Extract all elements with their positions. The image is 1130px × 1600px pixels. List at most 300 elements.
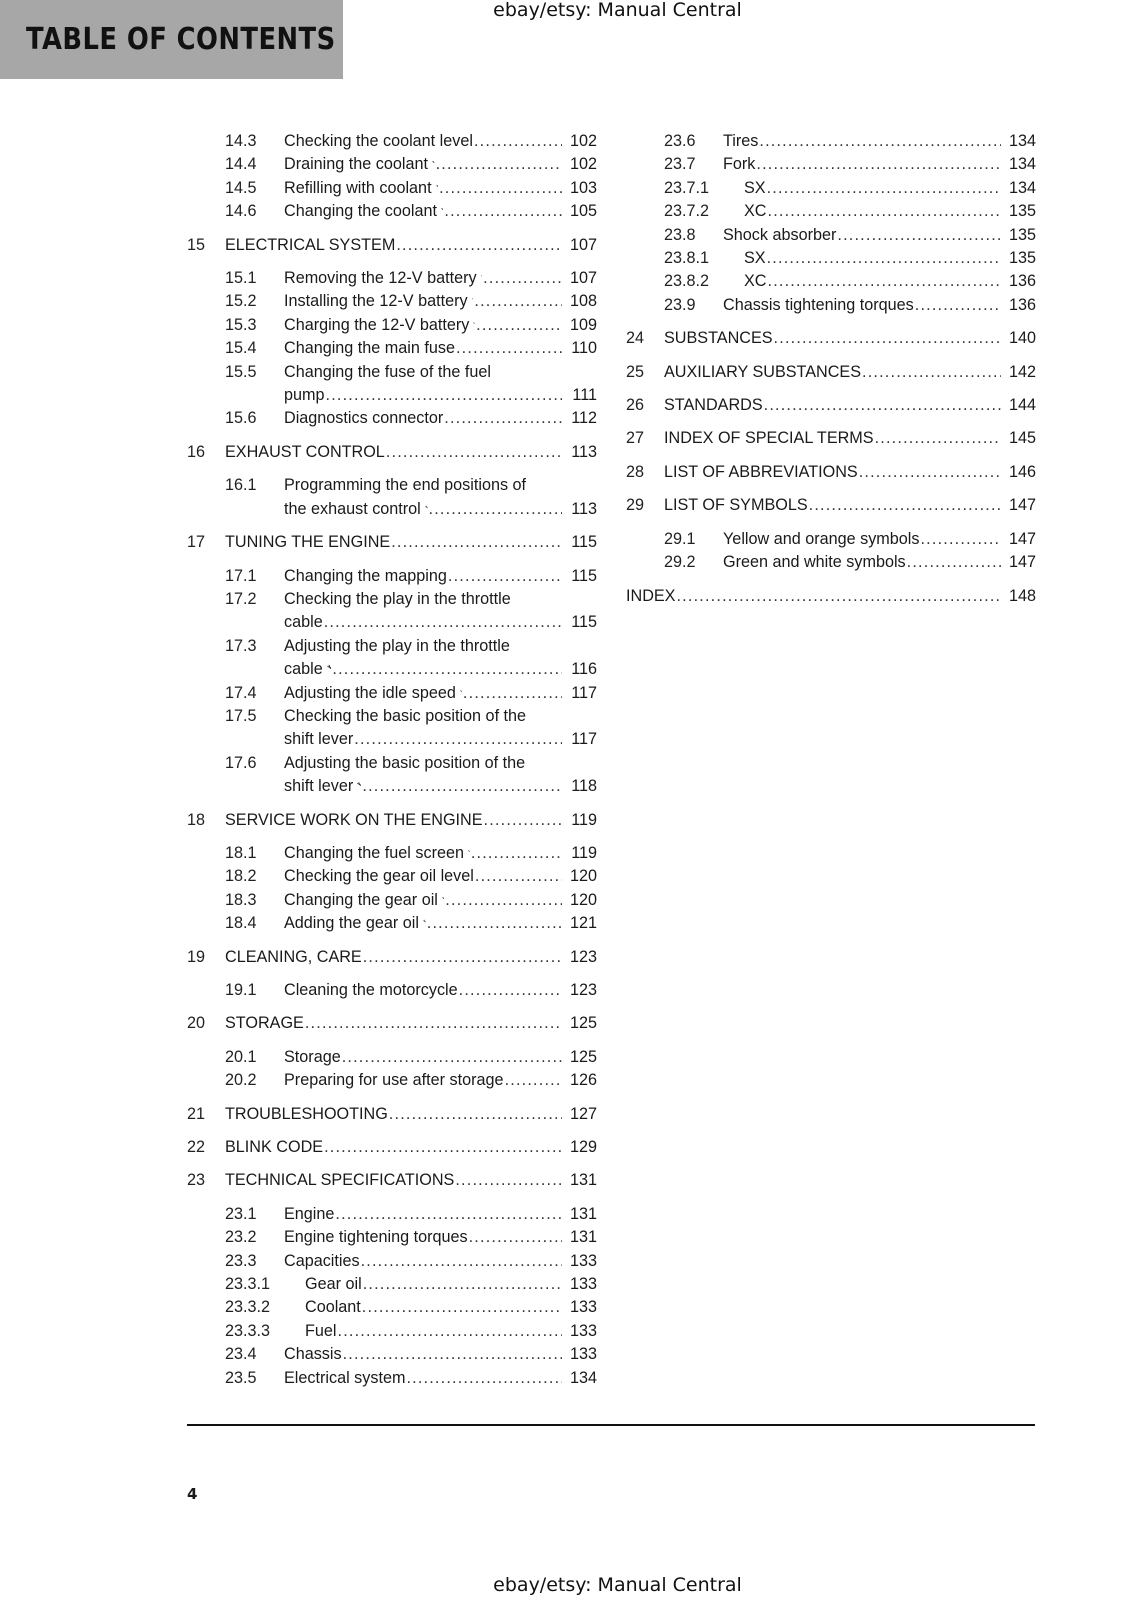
toc-entry-number: 23.5	[225, 1368, 257, 1387]
toc-entry-title: ELECTRICAL SYSTEM	[225, 235, 396, 254]
toc-entry[interactable]	[626, 361, 1036, 384]
toc-entry-number: 23.2	[225, 1228, 257, 1247]
toc-entry-title-wrap	[723, 551, 1004, 574]
dot-leader	[427, 912, 562, 935]
dot-leader	[505, 1069, 562, 1092]
toc-entry-title: Adding the gear oil	[284, 914, 419, 933]
toc-entry-title-wrap	[723, 153, 1004, 176]
toc-entry-title: Checking the gear oil level	[284, 867, 474, 886]
toc-entry-title-wrap	[284, 682, 565, 705]
toc-entry-title-wrap	[284, 588, 565, 635]
toc-entry[interactable]	[187, 1320, 597, 1343]
toc-entry[interactable]	[187, 682, 597, 705]
wrench-icon	[441, 202, 443, 216]
footer-watermark: ebay/etsy: Manual Central	[493, 1574, 742, 1596]
wrench-icon	[481, 269, 483, 283]
dot-leader	[338, 1320, 563, 1343]
toc-entry[interactable]	[187, 588, 597, 635]
wrench-icon	[472, 292, 474, 306]
toc-entry[interactable]	[187, 865, 597, 888]
dot-leader	[396, 234, 562, 257]
toc-entry-number: 15.3	[225, 315, 257, 334]
dot-leader	[474, 290, 562, 313]
toc-entry-number: 23.8.1	[664, 249, 710, 268]
wrench-icon	[425, 500, 428, 514]
toc-entry[interactable]	[187, 1169, 597, 1192]
toc-entry-title: LIST OF SYMBOLS	[664, 496, 808, 515]
toc-entry-page: 113	[571, 442, 597, 461]
toc-entry-page: 136	[1008, 272, 1036, 291]
toc-entry-title-wrap	[225, 441, 565, 464]
toc-entry-number: 18.1	[225, 843, 257, 862]
toc-entry-title-wrap	[664, 394, 1004, 417]
toc-entry[interactable]	[187, 809, 597, 832]
toc-entry-title: SX	[744, 249, 766, 268]
toc-entry-title-continued: pump	[284, 386, 325, 405]
dot-leader	[389, 1103, 562, 1126]
dot-leader	[471, 842, 562, 865]
toc-entry-page: 103	[569, 178, 597, 197]
toc-entry-title-wrap	[225, 234, 565, 257]
toc-entry-title: STORAGE	[225, 1014, 304, 1033]
toc-entry-title-wrap	[664, 461, 1004, 484]
dot-leader	[444, 407, 562, 430]
toc-entry-page: 126	[569, 1071, 597, 1090]
dot-leader	[768, 270, 1002, 293]
toc-entry[interactable]	[187, 752, 597, 799]
toc-entry-title-wrap	[284, 337, 565, 360]
toc-entry[interactable]	[187, 1273, 597, 1296]
toc-entry[interactable]	[626, 153, 1036, 176]
dot-leader	[455, 1169, 562, 1192]
header-watermark: ebay/etsy: Manual Central	[493, 0, 742, 21]
toc-entry[interactable]	[187, 1343, 597, 1366]
toc-entry-number: 23.3.1	[225, 1275, 271, 1294]
toc-entry-number: 18	[187, 810, 206, 829]
toc-entry[interactable]	[626, 585, 1036, 608]
toc-entry-title: Engine tightening torques	[284, 1228, 468, 1247]
toc-entry-title-wrap	[284, 705, 565, 752]
toc-entry[interactable]	[626, 551, 1036, 574]
toc-entry-title: Preparing for use after storage	[284, 1071, 504, 1090]
dot-leader	[436, 153, 562, 176]
toc-entry-title-wrap	[225, 1169, 565, 1192]
toc-entry-page: 148	[1008, 586, 1036, 605]
toc-entry-number: 23	[187, 1171, 206, 1190]
toc-entry[interactable]	[187, 1103, 597, 1126]
toc-entry-title: Shock absorber	[723, 225, 837, 244]
toc-entry-number: 22	[187, 1138, 206, 1157]
toc-entry-number: 14.5	[225, 178, 257, 197]
toc-entry-number: 28	[626, 462, 645, 481]
toc-entry-title: Chassis tightening torques	[723, 295, 914, 314]
toc-entry-title: Cleaning the motorcycle	[284, 981, 458, 999]
dot-leader	[837, 224, 1001, 247]
dot-leader	[324, 1136, 562, 1159]
dot-leader	[764, 394, 1001, 417]
toc-entry[interactable]	[187, 290, 597, 313]
toc-entry[interactable]	[187, 912, 597, 935]
dot-leader	[774, 327, 1001, 350]
toc-entry-page: 113	[571, 499, 597, 518]
toc-entry-title-wrap	[744, 177, 1004, 200]
dot-leader	[354, 728, 562, 751]
toc-entry-title-wrap	[284, 865, 565, 888]
toc-entry[interactable]	[626, 130, 1036, 153]
toc-entry-title: Changing the gear oil	[284, 890, 438, 909]
toc-entry[interactable]	[187, 407, 597, 430]
toc-entry-title-wrap	[284, 153, 565, 176]
wrench-icon	[473, 316, 475, 330]
toc-entry-title-wrap	[284, 1046, 565, 1069]
dot-leader	[363, 1273, 562, 1296]
toc-entry-page: 134	[569, 1368, 597, 1387]
toc-entry-number: 23.1	[225, 1204, 257, 1223]
toc-entry-number: 18.3	[225, 890, 257, 909]
toc-entry-title-wrap	[284, 290, 565, 313]
toc-entry[interactable]	[187, 234, 597, 257]
toc-entry-title-wrap	[225, 1136, 565, 1159]
toc-entry-title: Tires	[723, 132, 759, 150]
toc-entry-title-wrap	[305, 1296, 565, 1319]
toc-entry-number: 23.8.2	[664, 272, 710, 291]
toc-entry-page: 135	[1008, 249, 1036, 268]
toc-entry-title: Changing the main fuse	[284, 339, 455, 358]
dot-leader	[326, 384, 563, 407]
toc-entry-page: 125	[569, 1047, 597, 1066]
toc-entry-title-wrap	[284, 267, 565, 290]
dot-leader	[332, 658, 562, 681]
toc-entry[interactable]	[187, 130, 597, 153]
toc-entry-title: SX	[744, 178, 766, 197]
dot-leader	[759, 130, 1001, 153]
toc-entry-title-wrap	[664, 494, 1004, 517]
toc-entry-title-wrap	[284, 361, 565, 408]
dot-leader	[469, 1226, 562, 1249]
toc-entry-number: 23.3.3	[225, 1321, 271, 1340]
toc-entry[interactable]	[187, 1296, 597, 1319]
toc-entry-number: 15.2	[225, 292, 257, 311]
toc-entry[interactable]	[626, 494, 1036, 517]
toc-entry-title: TECHNICAL SPECIFICATIONS	[225, 1171, 455, 1190]
toc-entry[interactable]	[187, 635, 597, 682]
toc-entry-page: 120	[569, 890, 597, 909]
dot-leader	[756, 153, 1001, 176]
toc-entry-page: 135	[1008, 202, 1036, 221]
wrench-icon	[423, 914, 426, 928]
toc-entry[interactable]	[187, 842, 597, 865]
toc-entry-title-wrap	[284, 1069, 565, 1092]
toc-entry-title-wrap	[305, 1320, 565, 1343]
toc-entry-title-wrap	[284, 752, 565, 799]
toc-entry-number: 29	[626, 496, 645, 515]
toc-entry[interactable]	[626, 200, 1036, 223]
wrench-icon	[432, 155, 435, 169]
toc-entry-number: 19	[187, 947, 206, 966]
toc-entry[interactable]	[626, 528, 1036, 551]
toc-entry-title-wrap	[284, 200, 565, 223]
toc-entry-page: 115	[571, 566, 597, 585]
toc-entry-title-wrap	[225, 1103, 565, 1126]
toc-entry-page: 120	[569, 867, 597, 886]
toc-entry-number: 25	[626, 362, 645, 381]
toc-entry-title-wrap	[744, 270, 1004, 293]
dot-leader	[429, 498, 562, 521]
toc-entry-page: 129	[569, 1138, 597, 1157]
toc-entry[interactable]	[187, 889, 597, 912]
toc-entry-title-wrap	[723, 528, 1004, 551]
toc-entry[interactable]	[626, 270, 1036, 293]
toc-entry[interactable]	[187, 200, 597, 223]
toc-entry[interactable]	[626, 427, 1036, 450]
toc-entry-title: Programming the end positions of	[284, 476, 527, 495]
toc-entry[interactable]	[626, 461, 1036, 484]
toc-entry[interactable]	[187, 1136, 597, 1159]
dot-leader	[444, 200, 562, 223]
toc-entry[interactable]	[187, 531, 597, 554]
toc-entry-page: 133	[569, 1345, 597, 1364]
toc-entry-page: 147	[1008, 496, 1036, 515]
toc-entry-title: Charging the 12-V battery	[284, 315, 470, 334]
dot-leader	[483, 267, 562, 290]
toc-entry-page: 123	[569, 981, 597, 999]
toc-entry-title: EXHAUST CONTROL	[225, 442, 385, 461]
toc-entry[interactable]	[187, 177, 597, 200]
dot-leader	[676, 585, 1001, 608]
toc-entry-page: 115	[571, 613, 597, 632]
toc-entry[interactable]	[187, 1226, 597, 1249]
toc-entry-title: Electrical system	[284, 1368, 406, 1387]
toc-entry-title: Engine	[284, 1204, 335, 1223]
toc-entry[interactable]	[187, 361, 597, 408]
toc-entry-number: 23.9	[664, 295, 696, 314]
toc-entry-number: 23.6	[664, 132, 696, 150]
toc-entry-title: XC	[744, 272, 767, 291]
toc-entry[interactable]	[187, 267, 597, 290]
toc-entry-number: 19.1	[225, 981, 257, 999]
toc-entry-number: 23.8	[664, 225, 696, 244]
toc-entry-number: 23.4	[225, 1345, 257, 1364]
toc-entry-title: TUNING THE ENGINE	[225, 533, 391, 552]
toc-entry-title: INDEX OF SPECIAL TERMS	[664, 429, 874, 448]
dot-leader	[361, 1250, 562, 1273]
toc-entry-page: 133	[569, 1298, 597, 1317]
toc-entry-title-wrap	[225, 531, 565, 554]
toc-entry-title-wrap	[284, 565, 565, 588]
dot-leader	[342, 1046, 562, 1069]
dot-leader	[386, 441, 562, 464]
toc-entry-title: SUBSTANCES	[664, 329, 773, 348]
toc-entry-title: Diagnostics connector	[284, 409, 444, 428]
toc-entry-title-continued: shift lever	[284, 730, 354, 749]
toc-entry-number: 15.1	[225, 269, 257, 288]
toc-entry-title: Adjusting the idle speed	[284, 683, 456, 702]
toc-entry-number: 17.2	[225, 589, 257, 608]
toc-entry-page: 111	[572, 386, 597, 405]
toc-entry[interactable]	[187, 153, 597, 176]
toc-entry-page: 131	[569, 1171, 597, 1190]
dot-leader	[484, 809, 562, 832]
toc-entry[interactable]	[626, 327, 1036, 350]
toc-entry-title-wrap	[744, 200, 1004, 223]
dot-leader	[335, 1203, 562, 1226]
toc-entry-title-wrap	[305, 1273, 565, 1296]
toc-entry[interactable]	[187, 314, 597, 337]
toc-entry-page: 118	[571, 777, 597, 796]
toc-entry[interactable]	[187, 565, 597, 588]
toc-entry-page: 107	[569, 269, 597, 288]
toc-entry-number: 18.4	[225, 914, 257, 933]
toc-entry-page: 115	[571, 533, 597, 552]
toc-entry-page: 108	[569, 292, 597, 311]
toc-entry-page: 133	[569, 1251, 597, 1270]
dot-leader	[362, 1296, 562, 1319]
dot-leader	[809, 494, 1001, 517]
toc-entry-title-wrap	[284, 407, 565, 430]
toc-entry[interactable]	[187, 979, 597, 1002]
toc-entry-title: AUXILIARY SUBSTANCES	[664, 362, 862, 381]
toc-entry-page: 121	[569, 914, 597, 933]
toc-entry[interactable]	[626, 294, 1036, 317]
toc-entry-title: Chassis	[284, 1345, 342, 1364]
dot-leader	[907, 551, 1001, 574]
toc-entry-title: Changing the coolant	[284, 202, 437, 221]
dot-leader	[439, 177, 562, 200]
toc-entry-number: 18.2	[225, 867, 257, 886]
dot-leader	[920, 528, 1001, 551]
toc-entry[interactable]	[626, 394, 1036, 417]
toc-entry-title: LIST OF ABBREVIATIONS	[664, 462, 858, 481]
dot-leader	[406, 1367, 562, 1390]
toc-entry-number: 14.3	[225, 132, 257, 150]
toc-entry-page: 133	[569, 1275, 597, 1294]
toc-entry-number: 17.5	[225, 706, 257, 725]
toc-entry-page: 144	[1008, 396, 1036, 415]
toc-entry-page: 107	[569, 235, 597, 254]
toc-entry-number: 15.5	[225, 362, 257, 381]
toc-entry-number: 23.7	[664, 155, 696, 174]
toc-entry-number: 20	[187, 1014, 206, 1033]
toc-entry-number: 16	[187, 442, 206, 461]
toc-entry-title: Adjusting the basic position of the	[284, 753, 526, 772]
dot-leader	[445, 889, 562, 912]
dot-leader	[862, 361, 1001, 384]
toc-entry[interactable]	[187, 1203, 597, 1226]
toc-entry-title: STANDARDS	[664, 396, 763, 415]
toc-entry-title-wrap	[225, 809, 565, 832]
toc-entry-page: 140	[1008, 329, 1036, 348]
toc-entry-number: 14.6	[225, 202, 257, 221]
toc-entry-page: 147	[1008, 553, 1036, 572]
toc-entry-number: 21	[187, 1104, 206, 1123]
toc-entry-number: 14.4	[225, 155, 257, 174]
toc-entry[interactable]	[187, 474, 597, 521]
dot-leader	[448, 565, 562, 588]
dot-leader	[324, 611, 562, 634]
toc-entry-page: 131	[569, 1204, 597, 1223]
toc-entry-page: 125	[569, 1014, 597, 1033]
toc-entry-title: BLINK CODE	[225, 1138, 324, 1157]
dot-leader	[305, 1012, 562, 1035]
toc-entry-page: 123	[569, 947, 597, 966]
toc-entry-page: 119	[571, 810, 597, 829]
toc-entry[interactable]	[187, 1367, 597, 1390]
toc-entry-page: 133	[569, 1321, 597, 1340]
toc-entry-number: 29.1	[664, 529, 696, 548]
toc-entry[interactable]	[626, 247, 1036, 270]
toc-entry-title-wrap	[284, 1226, 565, 1249]
toc-entry-page: 145	[1008, 429, 1036, 448]
toc-entry[interactable]	[626, 177, 1036, 200]
toc-entry-page: 112	[571, 409, 597, 428]
toc-entry-title-wrap	[225, 946, 565, 969]
toc-entry-title-continued: cable	[284, 613, 323, 632]
dot-leader	[463, 682, 562, 705]
toc-entry[interactable]	[187, 946, 597, 969]
toc-entry-page: 142	[1008, 362, 1036, 381]
toc-entry[interactable]	[187, 1012, 597, 1035]
toc-entry[interactable]	[187, 337, 597, 360]
dot-leader	[915, 294, 1001, 317]
toc-entry-number: 17	[187, 533, 206, 552]
toc-entry-number: 20.1	[225, 1047, 257, 1066]
toc-entry-page: 117	[571, 730, 597, 749]
toc-entry-page: 134	[1008, 132, 1036, 150]
toc-entry-title-wrap	[284, 979, 565, 1002]
toc-entry-number: 17.6	[225, 753, 257, 772]
toc-entry-number: 17.4	[225, 683, 257, 702]
toc-entry-title-continued: shift lever	[284, 777, 354, 796]
toc-entry-number: 17.3	[225, 636, 257, 655]
toc-entry-page: 135	[1008, 225, 1036, 244]
toc-entry-title-wrap	[284, 1203, 565, 1226]
toc-entry[interactable]	[187, 1046, 597, 1069]
toc-entry-title: Changing the mapping	[284, 566, 447, 585]
toc-entry-number: 15.4	[225, 339, 257, 358]
toc-entry[interactable]	[187, 705, 597, 752]
toc-entry-number: 27	[626, 429, 645, 448]
toc-entry-number: 23.3	[225, 1251, 257, 1270]
toc-entry-title: TROUBLESHOOTING	[225, 1104, 388, 1123]
wrench-icon	[357, 777, 361, 791]
toc-entry-title-wrap	[284, 912, 565, 935]
dot-leader	[767, 177, 1001, 200]
toc-entry[interactable]	[187, 1069, 597, 1092]
toc-entry-page: 147	[1008, 529, 1036, 548]
toc-entry-title: Changing the fuse of the fuel	[284, 362, 491, 381]
toc-entry-page: 102	[569, 155, 597, 174]
toc-entry-title: Checking the basic position of the	[284, 706, 527, 725]
toc-entry-title-wrap	[284, 1343, 565, 1366]
toc-entry-title-wrap	[284, 130, 565, 153]
toc-entry[interactable]	[187, 441, 597, 464]
toc-entry-title: Removing the 12-V battery	[284, 269, 477, 288]
toc-entry-number: 15.6	[225, 409, 257, 428]
toc-entry[interactable]	[626, 224, 1036, 247]
toc-entry-title: XC	[744, 202, 767, 221]
toc-entry[interactable]	[187, 1250, 597, 1273]
toc-entry-title: CLEANING, CARE	[225, 947, 362, 966]
dot-leader	[475, 865, 562, 888]
toc-entry-number: 23.7.1	[664, 178, 710, 197]
toc-entry-title-wrap	[664, 361, 1004, 384]
toc-entry-title-wrap	[284, 474, 565, 521]
toc-entry-title: Changing the fuel screen	[284, 843, 464, 862]
toc-entry-number: 20.2	[225, 1071, 257, 1090]
dot-leader	[768, 200, 1002, 223]
page-number: 4	[187, 1485, 198, 1503]
toc-entry-title: Gear oil	[305, 1275, 362, 1294]
